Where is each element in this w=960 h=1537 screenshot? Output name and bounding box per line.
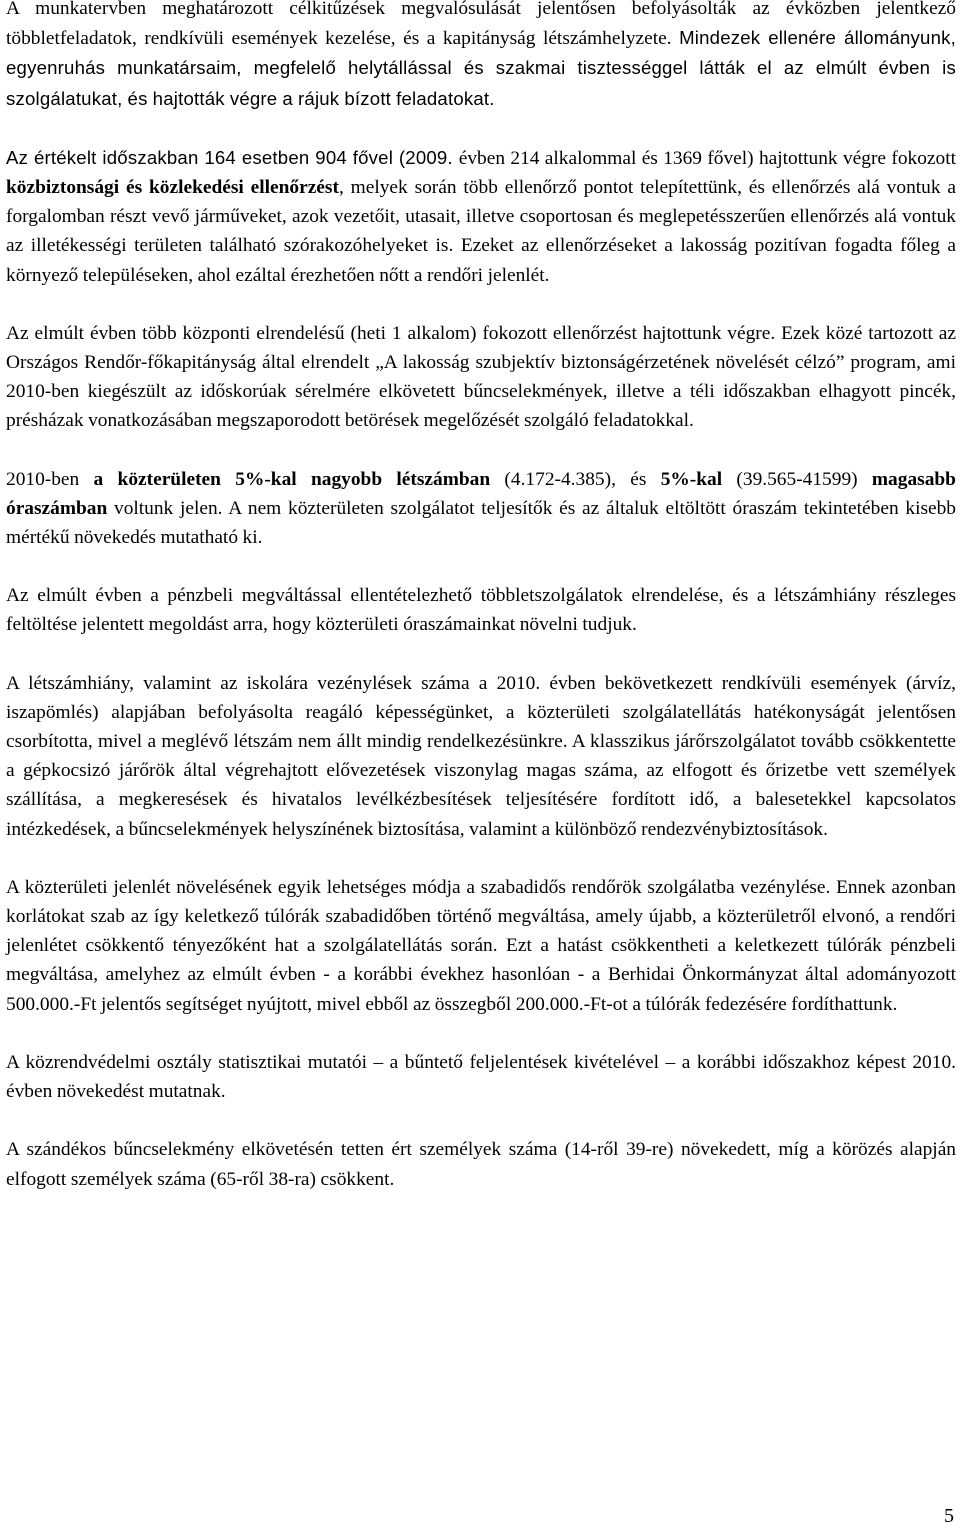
paragraph-4-segment-7: voltunk jelen. A nem közterületen szolgálatot teljesítők és az általuk eltöltött óraszám tekintetében kisebb mértékű növekedés mutatható ki.	[6, 497, 956, 549]
paragraph-4-segment-5: (39.565-41599)	[722, 468, 872, 490]
paragraph-4-segment-1: 2010-ben	[6, 468, 94, 490]
paragraph-4-segment-3: (4.172-4.385), és	[490, 468, 661, 490]
paragraph-4-bold-3: magasabb óraszámban	[6, 468, 956, 519]
paragraph-1-segment-2: Mindezek ellenére állományunk, egyenruhás munkatársaim, megfelelő helytállással és szakmai tisztességgel látták el az elmúlt évben is szolgálatukat, és hajtották végre a rájuk bízott feladatokat.	[6, 27, 956, 109]
paragraph-1-segment-1: A munkatervben meghatározott célkitűzések megvalósulását jelentősen befolyásolták az évközben jelentkező többletfeladatok, rendkívüli események kezelése, és a kapitányság létszámhelyzete.	[6, 0, 956, 50]
paragraph-4-bold-2: 5%-kal	[660, 468, 723, 490]
paragraph-6-segment-1: A létszámhiány, valamint az iskolára vezénylések száma a 2010. évben bekövetkezett rendkívüli események (árvíz, iszapömlés) alapjában befolyásolta reagáló képességünket, a közterületi szolgálatellátás hatékonyságát jelentősen csorbította, mivel a meglévő létszám nem állt mindig rendelkezésünkre. A klasszikus járőrszolgálatot tovább csökkentette a gépkocsizó járőrök által végrehajtott elővezetések viszonylag magas száma, az elfogott és őrizetbe vett személyek szállítása, a megkeresések és hivatalos levélkézbesítések teljesítésére fordított idő, a balesetekkel kapcsolatos intézkedések, a bűncselekmények helyszínének biztosítása, valamint a különböző rendezvénybiztosítások.	[6, 672, 956, 840]
paragraph-2-bold-phrase: közbiztonsági és közlekedési ellenőrzést	[6, 177, 339, 199]
paragraph-1	[6, 0, 956, 114]
paragraph-4	[6, 465, 956, 553]
paragraph-7	[6, 873, 956, 1019]
paragraph-5-segment-1: Az elmúlt évben a pénzbeli megváltással ellentételezhető többletszolgálatok elrendelése, és a létszámhiány részleges feltöltése jelentett megoldást arra, hogy közterületi óraszámainkat növelni tudjuk.	[6, 585, 956, 636]
paragraph-3-segment-1: Az elmúlt évben több központi elrendelésű (heti 1 alkalom) fokozott ellenőrzést hajtottunk végre. Ezek közé tartozott az Országos Rendőr-főkapitányság által elrendelt „A lakosság szubjektív biztonságérzetének növelését célzó” program, ami 2010-ben kiegészült az időskorúak sérelmére elkövetett bűncselekmények, illetve a téli időszakban elhagyott pincék, présházak vonatkozásában megszaporodott betörések megelőzését szolgáló feladatokkal.	[6, 322, 956, 432]
paragraph-2-segment-2: évben 214 alkalommal és 1369 fővel) hajtottunk végre fokozott	[458, 147, 956, 169]
page-number: 5	[944, 1505, 954, 1527]
paragraph-8-segment-1: A közrendvédelmi osztály statisztikai mutatói – a bűntető feljelentések kivételével – a korábbi időszakhoz képest 2010. évben növekedést mutatnak.	[6, 1051, 956, 1103]
document-page	[6, 0, 956, 1194]
paragraph-7-segment-1: A közterületi jelenlét növelésének egyik lehetséges módja a szabadidős rendőrök szolgálatba vezénylése. Ennek azonban korlátokat szab az így keletkező túlórák szabadidőben történő megváltása, amely újabb, a közterületről elvonó, a rendőri jelenlétet csökkentő tényezőként hat a szolgálatellátás során. Ezt a hatást csökkentheti a keletkezett túlórák pénzbeli megváltása, amelyhez az elmúlt évben - a korábbi évekhez hasonlóan - a Berhidai Önkormányzat által adományozott 500.000.-Ft jelentős segítséget nyújtott, mivel ebből az összegből 200.000.-Ft-ot a túlórák fedezésére fordíthattunk.	[6, 876, 956, 1015]
paragraph-8	[6, 1048, 956, 1106]
paragraph-2-segment-4: , melyek során több ellenőrző pontot telepítettünk, és ellenőrzés alá vontuk a forgalomban részt vevő járműveket, azok vezetőit, utasait, illetve csoportosan és meglepetésszerűen ellenőrzés alá vontuk az illetékességi területen található szórakozóhelyeket is. Ezeket az ellenőrzéseket a lakosság pozitívan fogadta főleg a környező településeken, ahol ezáltal érezhetően nőtt a rendőri jelenlét.	[6, 177, 957, 286]
paragraph-3	[6, 319, 956, 436]
paragraph-9-segment-1: A szándékos bűncselekmény elkövetésén tetten ért személyek száma (14-ről 39-re) növekedett, míg a körözés alapján elfogott személyek száma (65-ről 38-ra) csökkent.	[6, 1139, 956, 1190]
paragraph-2-segment-1: Az értékelt időszakban 164 esetben 904 fővel (2009.	[6, 146, 459, 168]
paragraph-6	[6, 669, 956, 844]
paragraph-4-bold-1: a közterületen 5%-kal nagyobb létszámban	[93, 468, 491, 490]
paragraph-2	[6, 143, 956, 290]
paragraph-9	[6, 1135, 956, 1193]
paragraph-5	[6, 581, 956, 639]
